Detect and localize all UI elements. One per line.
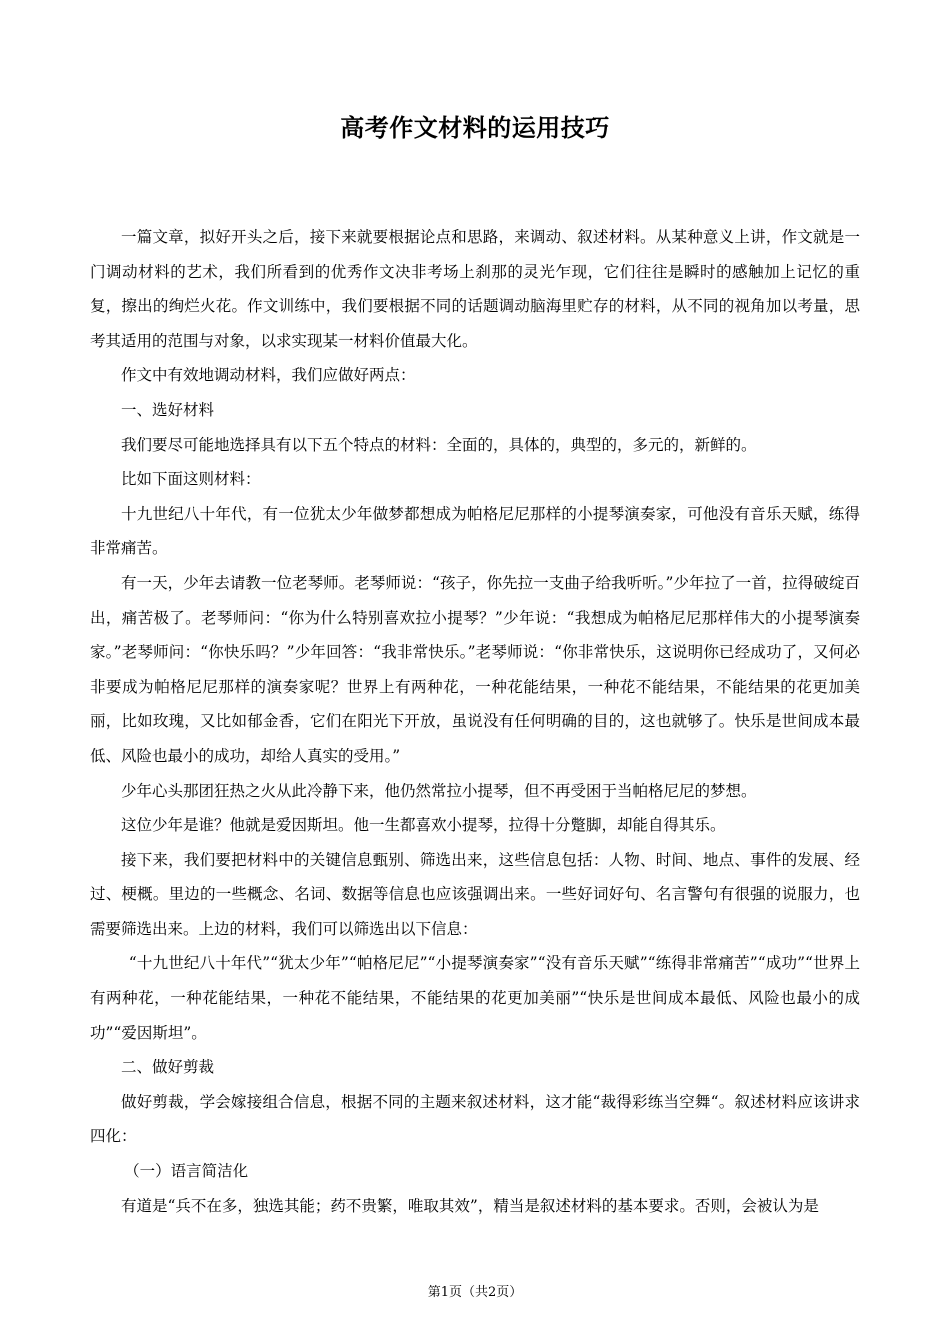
sub-heading-concise-language: （一）语言简洁化 [124,1162,249,1181]
paragraph-story-4: 这位少年是谁？他就是爱因斯坦。他一生都喜欢小提琴，拉得十分蹩脚，却能自得其乐。 [121,816,726,835]
paragraph-story-2: 有一天，少年去请教一位老琴师。老琴师说：“孩子，你先拉一支曲子给我听听。”少年拉了一首，拉得破绽百出，痛苦极了。老琴师问：“你为什么特别喜欢拉小提琴？”少年说：“我想成为帕格尼尼那样伟大的小提琴演奏家。”老琴师问：“你快乐吗？”少年回答：“我非常快乐。”老琴师说：“你非常快乐，这说明你已经成功了，又何必非要成为帕格尼尼那样的演奏家呢？世界上有两种花，一种花能结果，一种花不能结果，不能结果的花更加美丽，比如玫瑰，又比如郁金香，它们在阳光下开放，虽说没有任何明确的目的，这也就够了。快乐是世间成本最低、风险也最小的成功，却给人真实的受用。” [90,573,860,765]
paragraph-story-1: 十九世纪八十年代，有一位犹太少年做梦都想成为帕格尼尼那样的小提琴演奏家，可他没有音乐天赋，练得非常痛苦。 [90,504,860,558]
paragraph-intro: 一篇文章，拟好开头之后，接下来就要根据论点和思路，来调动、叙述材料。从某种意义上讲，作文就是一门调动材料的艺术，我们所看到的优秀作文决非考场上刹那的灵光乍现，它们往往是瞬时的感触加上记忆的重复，擦出的绚烂火花。作文训练中，我们要根据不同的话题调动脑海里贮存的材料，从不同的视角加以考量，思考其适用的范围与对象，以求实现某一材料价值最大化。 [90,228,860,350]
paragraph-concise: 有道是“兵不在多，独选其能；药不贵繁，唯取其效”，精当是叙述材料的基本要求。否则，会被认为是 [121,1196,819,1215]
paragraph-key-phrases: “十九世纪八十年代”“犹太少年”“帕格尼尼”“小提琴演奏家”“没有音乐天赋”“练得非常痛苦”“成功”“世界上有两种花，一种花能结果，一种花不能结果，不能结果的花更加美丽”“快乐是世间成本最低、风险也最小的成功”“爱因斯坦”。 [90,954,860,1042]
paragraph-trimming: 做好剪裁，学会嫁接组合信息，根据不同的主题来叙述材料，这才能“裁得彩练当空舞“。叙述材料应该讲求四化： [90,1092,860,1146]
paragraph-story-3: 少年心头那团狂热之火从此冷静下来，他仍然常拉小提琴，但不再受困于当帕格尼尼的梦想。 [121,781,757,800]
section-heading-select-material: 一、选好材料 [121,400,215,419]
paragraph-two-points: 作文中有效地调动材料，我们应做好两点： [121,366,416,385]
paragraph-filter-info: 接下来，我们要把材料中的关键信息甄别、筛选出来，这些信息包括：人物、时间、地点、事件的发展、经过、梗概。里边的一些概念、名词、数据等信息也应该强调出来。一些好词好句、名言警句有很强的说服力，也需要筛选出来。上边的材料，我们可以筛选出以下信息： [90,850,860,938]
document-body [90,220,860,1223]
paragraph-example-lead: 比如下面这则材料： [121,470,261,489]
document-title: 高考作文材料的运用技巧 [340,113,610,142]
paragraph-five-features: 我们要尽可能地选择具有以下五个特点的材料：全面的，具体的，典型的，多元的，新鲜的。 [121,435,757,454]
section-heading-trimming: 二、做好剪裁 [121,1058,215,1077]
page-footer: 第1页（共2页） [427,1285,523,1300]
